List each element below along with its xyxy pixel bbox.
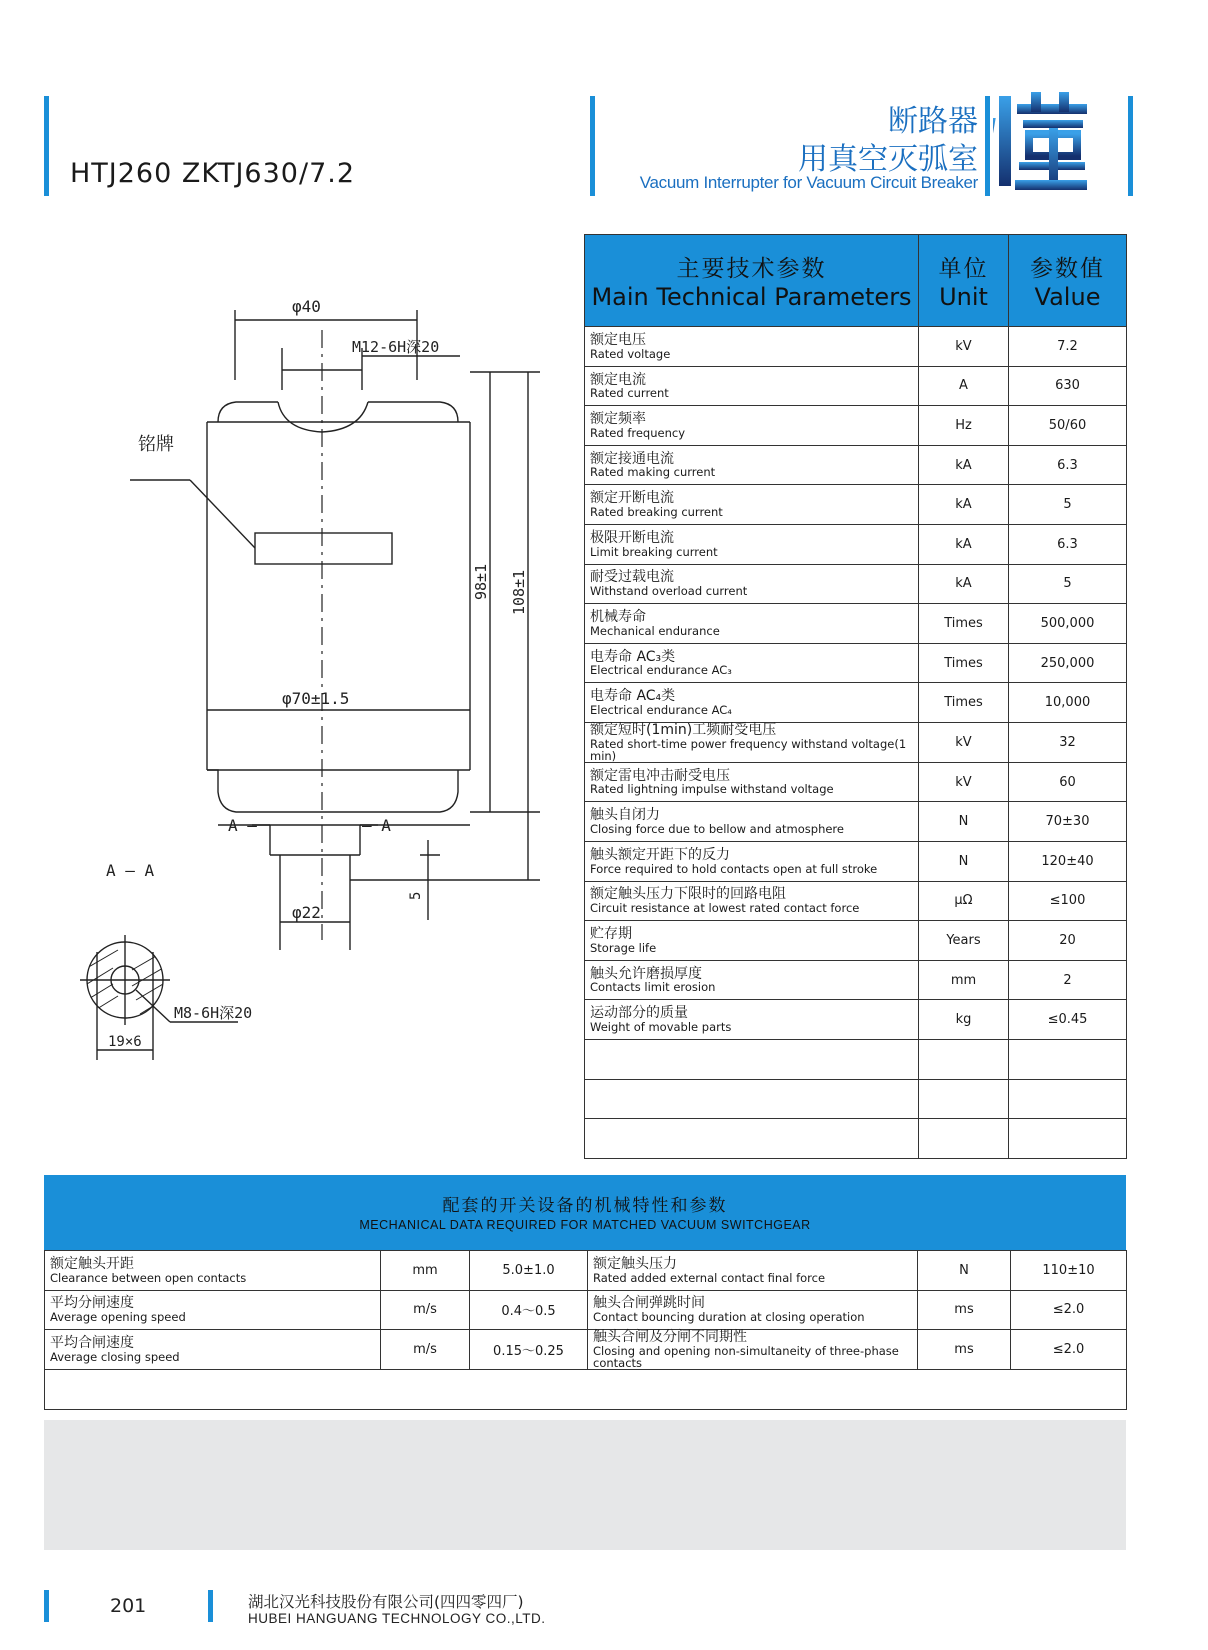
param-unit: A [919,366,1009,406]
param-name-en: Force required to hold contacts open at full stroke [590,861,878,876]
mech-param-left [45,1290,381,1330]
mech-value-right: ≤2.0 [1011,1330,1127,1370]
param-name-cell [585,327,919,367]
empty-cell [919,1119,1009,1159]
table-row [585,327,1127,367]
table-row [585,366,1127,406]
mech-unit-right: ms [918,1330,1011,1370]
mech-param-right-cn: 触头合闸弹跳时间 [593,1295,705,1312]
param-unit: Years [919,921,1009,961]
mechanical-data-header [44,1175,1126,1250]
param-name-en: Mechanical endurance [590,623,720,638]
footer-accent-bar-mid [208,1590,213,1622]
table-row [585,841,1127,881]
param-unit: N [919,841,1009,881]
header-accent-bar-mid [590,96,595,196]
param-value: 500,000 [1009,604,1127,644]
table-header-row [585,235,1127,327]
category-title-en: Vacuum Interrupter for Vacuum Circuit Breaker [639,173,978,192]
param-name-cell [585,445,919,485]
param-value: 6.3 [1009,445,1127,485]
empty-cell [919,1079,1009,1119]
param-name-cn: 额定雷电冲击耐受电压 [590,767,730,784]
param-name-cell [585,722,919,762]
mech-param-right [588,1290,918,1330]
param-name-cn: 额定电流 [590,371,646,388]
param-name-cell [585,1000,919,1040]
table-row [585,643,1127,683]
param-unit: Times [919,643,1009,683]
param-name-cn: 运动部分的质量 [590,1005,688,1022]
mech-param-right-en: Contact bouncing duration at closing operation [593,1310,865,1325]
table-row [45,1290,1127,1330]
param-value: 120±40 [1009,841,1127,881]
mech-param-right-cn: 额定触头压力 [593,1255,677,1272]
dim-rod-diameter: φ22 [292,903,321,922]
param-value: 60 [1009,762,1127,802]
header-accent-bar-right [1128,96,1133,196]
empty-table-row [585,1039,1127,1079]
table-row [585,960,1127,1000]
table-row [585,683,1127,723]
param-value: 32 [1009,722,1127,762]
header-accent-bar-left [44,96,49,196]
dim-5: 5 [408,891,424,900]
table-row [585,564,1127,604]
table-row [45,1251,1127,1291]
param-name-en: Electrical endurance AC₃ [590,663,732,678]
param-name-en: Rated frequency [590,425,686,440]
param-name-cn: 额定电压 [590,331,646,348]
technical-parameters-table [584,234,1127,1159]
param-name-cn: 触头允许磨损厚度 [590,965,702,982]
param-unit: kA [919,485,1009,525]
empty-cell [1009,1119,1127,1159]
table-row [585,485,1127,525]
param-name-cn: 贮存期 [590,926,632,943]
param-unit: kg [919,1000,1009,1040]
mech-param-right-en: Closing and opening non-simultaneity of three-phase contacts [593,1343,899,1370]
header-accent-bar-logo-left [985,96,990,196]
param-value: 630 [1009,366,1127,406]
mech-param-left-en: Average opening speed [50,1310,186,1325]
param-name-cell [585,604,919,644]
dim-top-diameter: φ40 [292,297,321,316]
table-row [585,1000,1127,1040]
mech-value-left: 5.0±1.0 [470,1251,588,1291]
param-name-en: Withstand overload current [590,584,748,599]
param-value: ≤0.45 [1009,1000,1127,1040]
param-name-cell [585,485,919,525]
table-row [585,722,1127,762]
nameplate-label: 铭牌 [138,434,174,455]
param-value: 250,000 [1009,643,1127,683]
company-name-en: HUBEI HANGUANG TECHNOLOGY CO.,LTD. [248,1611,546,1626]
param-unit: kV [919,762,1009,802]
company-logo-icon [993,88,1091,196]
mech-value-right: ≤2.0 [1011,1290,1127,1330]
mech-param-left-cn: 额定触头开距 [50,1255,134,1272]
footer-accent-bar-left [44,1590,49,1622]
table-row [585,921,1127,961]
param-value: 10,000 [1009,683,1127,723]
param-name-cell [585,406,919,446]
param-value: 70±30 [1009,802,1127,842]
mech-unit-right: ms [918,1290,1011,1330]
interrupter-technical-drawing [70,280,580,1140]
param-name-en: Storage life [590,940,657,955]
section-title: A — A [106,861,155,880]
mechanical-data-table [44,1250,1127,1410]
company-name-cn: 湖北汉光科技股份有限公司(四四零四厂) [248,1593,524,1611]
table-row [585,762,1127,802]
empty-cell [1009,1079,1127,1119]
param-unit: Times [919,604,1009,644]
dim-thread-bottom: M8-6H深20 [174,1004,253,1022]
param-name-cn: 极限开断电流 [590,529,674,546]
table-row [585,524,1127,564]
empty-table-row [585,1079,1127,1119]
param-name-cell [585,564,919,604]
table-row [585,406,1127,446]
param-unit: mm [919,960,1009,1000]
param-value: 50/60 [1009,406,1127,446]
param-name-cn: 额定频率 [590,411,646,428]
section-mark-right: — A [362,816,391,835]
param-unit: Times [919,683,1009,723]
param-name-cell [585,960,919,1000]
param-name-cell [585,524,919,564]
table-row [585,604,1127,644]
mech-value-left: 0.15～0.25 [470,1330,588,1370]
param-value: ≤100 [1009,881,1127,921]
param-value: 5 [1009,485,1127,525]
param-header: 主要技术参数 Main Technical Parameters [585,235,919,327]
param-unit: kA [919,445,1009,485]
dim-height-98: 98±1 [472,563,490,600]
empty-cell [585,1039,919,1079]
param-name-cell [585,683,919,723]
param-name-cell [585,366,919,406]
param-unit: kA [919,564,1009,604]
param-name-cell [585,802,919,842]
empty-cell [585,1079,919,1119]
mech-param-left [45,1251,381,1291]
value-header: 参数值 Value [1009,235,1127,327]
param-name-en: Rated lightning impulse withstand voltage [590,782,834,797]
param-name-cell [585,643,919,683]
dim-thread-top: M12-6H深20 [352,338,440,356]
param-name-en: Rated making current [590,465,716,480]
param-unit: N [919,802,1009,842]
param-name-cn: 机械寿命 [590,609,646,626]
param-unit: kV [919,327,1009,367]
param-value: 6.3 [1009,524,1127,564]
param-name-en: Closing force due to bellow and atmosphere [590,821,844,836]
mech-param-left-cn: 平均分闸速度 [50,1295,134,1312]
param-unit: kA [919,524,1009,564]
mech-param-right [588,1251,918,1291]
param-unit: kV [919,722,1009,762]
param-name-cell [585,881,919,921]
param-name-cn: 触头自闭力 [590,807,660,824]
mech-param-right-cn: 触头合闸及分闸不同期性 [593,1329,747,1345]
empty-cell [45,1369,1127,1409]
param-name-cell [585,921,919,961]
param-name-cn: 额定短时(1min)工频耐受电压 [590,721,777,738]
dim-height-108: 108±1 [510,569,528,615]
param-name-en: Weight of movable parts [590,1019,732,1034]
param-value: 7.2 [1009,327,1127,367]
mech-param-right [588,1330,918,1370]
table-row [585,802,1127,842]
mech-unit-left: m/s [381,1330,470,1370]
param-name-cn: 电寿命 AC₄类 [590,688,676,705]
empty-table-row [585,1119,1127,1159]
mech-param-left-en: Clearance between open contacts [50,1270,247,1285]
param-name-cn: 触头额定开距下的反力 [590,846,730,863]
page-number: 201 [110,1595,147,1617]
mech-param-left-en: Average closing speed [50,1349,180,1364]
dim-flat: 19×6 [108,1034,142,1050]
param-name-cn: 额定触头压力下限时的回路电阻 [590,886,786,903]
param-unit: μΩ [919,881,1009,921]
param-name-en: Rated current [590,386,669,401]
model-title: HTJ260 ZKTJ630/7.2 [70,158,356,189]
unit-header: 单位 Unit [919,235,1009,327]
mech-unit-left: m/s [381,1290,470,1330]
category-title-cn-line1: 断路器 [888,104,978,139]
param-value: 20 [1009,921,1127,961]
category-title-cn-line2: 用真空灭弧室 [798,142,978,177]
param-name-en: Limit breaking current [590,544,718,559]
section-mark-left: A — [228,816,257,835]
param-name-en: Rated breaking current [590,504,723,519]
mechanical-title-cn: 配套的开关设备的机械特性和参数 [442,1196,728,1216]
param-name-cell [585,762,919,802]
param-value: 5 [1009,564,1127,604]
empty-cell [919,1039,1009,1079]
param-name-cn: 电寿命 AC₃类 [590,648,676,665]
param-name-en: Rated voltage [590,346,671,361]
param-name-cn: 额定接通电流 [590,450,674,467]
table-row [585,445,1127,485]
param-value: 2 [1009,960,1127,1000]
mech-unit-left: mm [381,1251,470,1291]
mech-value-right: 110±10 [1011,1251,1127,1291]
mech-param-left-cn: 平均合闸速度 [50,1335,134,1352]
empty-cell [585,1119,919,1159]
empty-table-row [45,1369,1127,1409]
mech-param-right-en: Rated added external contact final force [593,1270,826,1285]
mech-value-left: 0.4～0.5 [470,1290,588,1330]
param-unit: Hz [919,406,1009,446]
table-row [585,881,1127,921]
mechanical-title-en: MECHANICAL DATA REQUIRED FOR MATCHED VACUUM SWITCHGEAR [359,1218,811,1232]
dim-body-diameter: φ70±1.5 [282,689,350,708]
param-name-cell [585,841,919,881]
table-row [45,1330,1127,1370]
param-name-en: Contacts limit erosion [590,980,716,995]
grey-panel [44,1420,1126,1550]
param-name-en: Circuit resistance at lowest rated contact force [590,901,860,916]
param-name-en: Electrical endurance AC₄ [590,702,732,717]
param-name-cn: 额定开断电流 [590,490,674,507]
mech-unit-right: N [918,1251,1011,1291]
mech-param-left [45,1330,381,1370]
empty-cell [1009,1039,1127,1079]
param-name-en: Rated short-time power frequency withstand voltage(1 min) [590,736,907,763]
param-name-cn: 耐受过载电流 [590,569,674,586]
